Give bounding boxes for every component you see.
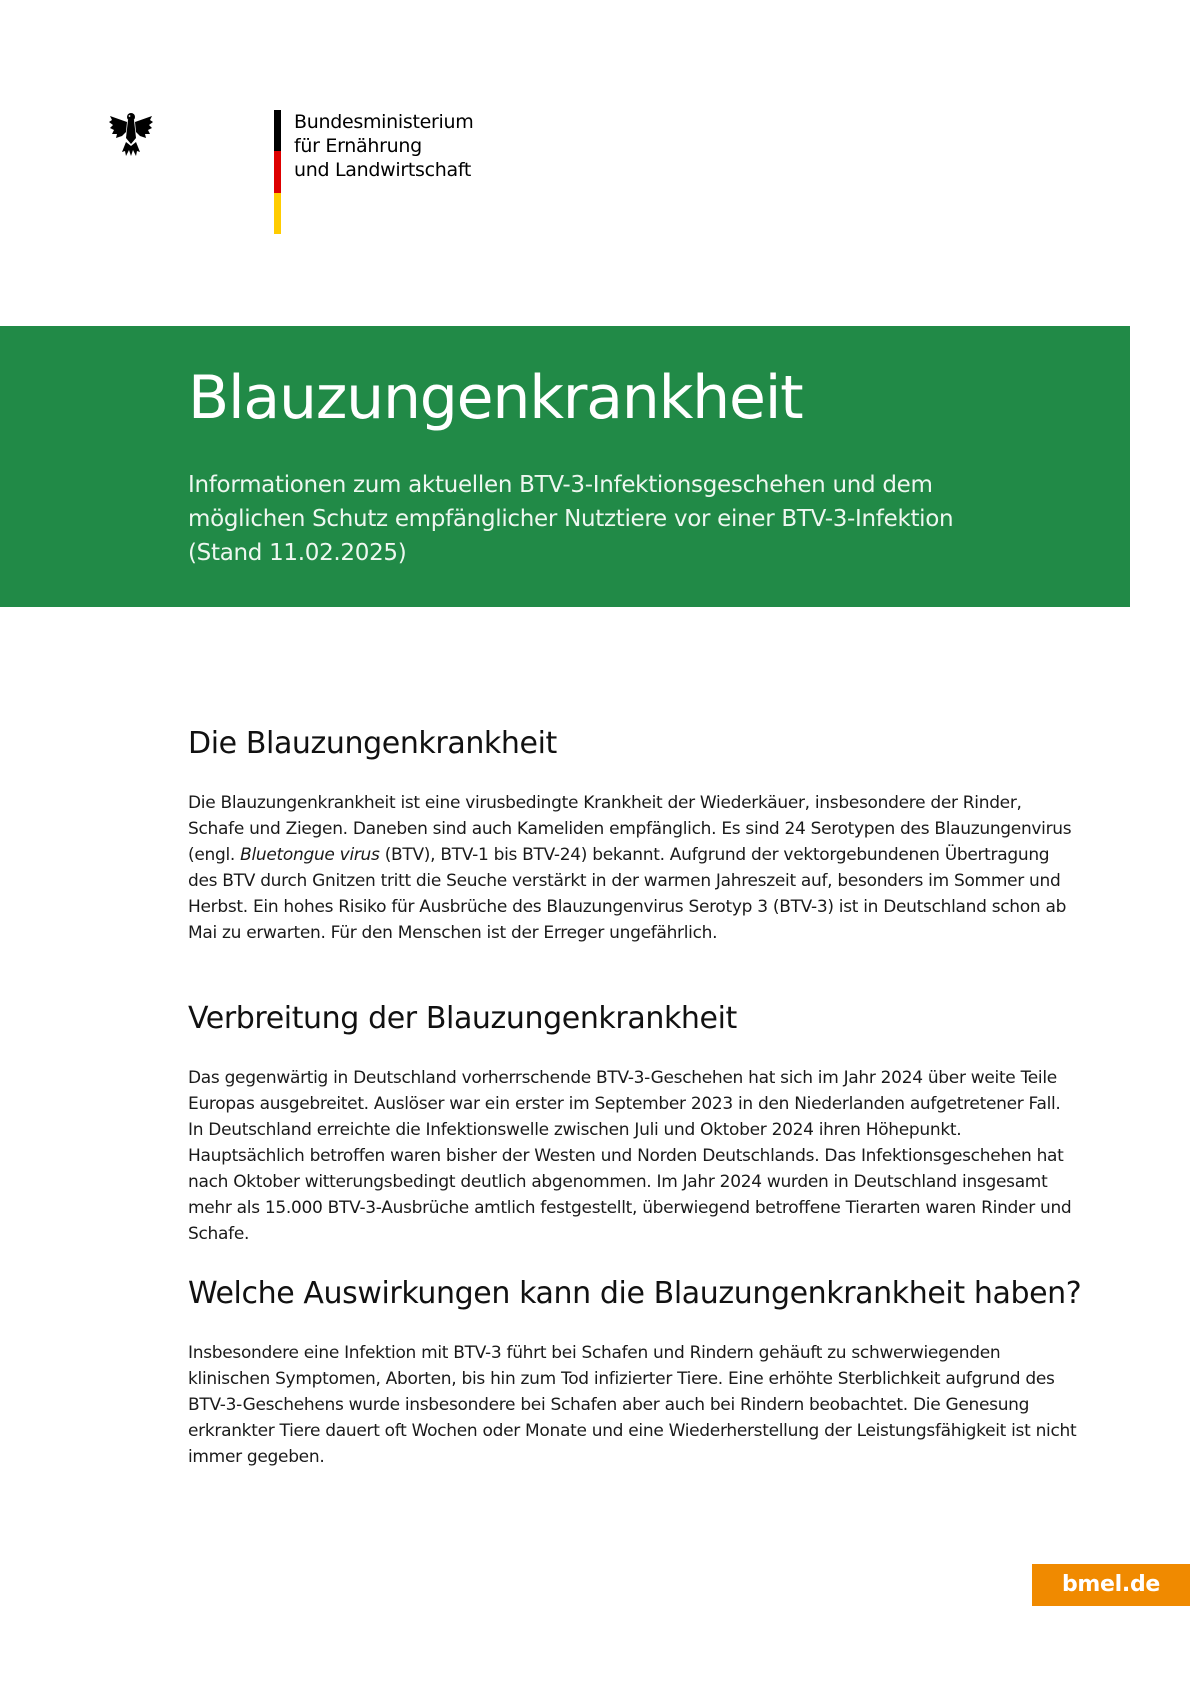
section-paragraph (188, 790, 1078, 946)
federal-eagle-icon (108, 110, 154, 158)
title-banner (0, 326, 1130, 607)
section-die-blauzungenkrankheit (188, 724, 1078, 946)
flag-stripe-red (274, 151, 281, 192)
german-flag-bar (274, 110, 281, 234)
section-heading: Verbreitung der Blauzungenkrankheit (188, 1001, 737, 1036)
page-subtitle: Informationen zum aktuellen BTV-3-Infektionsgeschehen und dem möglichen Schutz empfänglicher Nutztiere vor einer BTV-3-Infektion (Stand 11.02.2025) (188, 472, 954, 566)
flag-stripe-black (274, 110, 281, 151)
paragraph-text-start: Die Blauzungenkrankheit ist eine virusbedingte Krankheit der Wiederkäuer, insbesondere der Rinder, Schafe und Ziegen. Daneben sind auch Kameliden empfänglich. Es sind 24 Serotypen des Blauzungenvirus (engl. (188, 793, 1072, 865)
ministry-name (294, 110, 473, 182)
section-paragraph: Das gegenwärtig in Deutschland vorherrschende BTV-3-Geschehen hat sich im Jahr 2024 über weite Teile Europas ausgebreitet. Auslöser war ein erster im September 2023 in den Niederlanden aufgetretener Fall. In Deutschland erreichte die Infektionswelle zwischen Juli und Oktober 2024 ihren Höhepunkt. Hauptsächlich betroffen waren bisher der Westen und Norden Deutschlands. Das Infektionsgeschehen hat nach Oktober witterungsbedingt deutlich abgenommen. Im Jahr 2024 wurden in Deutschland insgesamt mehr als 15.000 BTV-3-Ausbrüche amtlich festgestellt, überwiegend betroffene Tierarten waren Rinder und Schafe. (188, 1068, 1072, 1244)
flag-stripe-gold (274, 193, 281, 234)
section-paragraph: Insbesondere eine Infektion mit BTV-3 führt bei Schafen und Rindern gehäuft zu schwerwiegenden klinischen Symptomen, Aborten, bis hin zum Tod infizierter Tiere. Eine erhöhte Sterblichkeit aufgrund des BTV-3-Geschehens wurde insbesondere bei Schafen aber auch bei Rindern beobachtet. Die Genesung erkrankter Tiere dauert oft Wochen oder Monate und eine Wiederherstellung der Leistungsfähigkeit ist nicht immer gegeben. (188, 1343, 1077, 1467)
bmel-website-badge[interactable]: bmel.de (1032, 1564, 1190, 1606)
section-auswirkungen (188, 1274, 1082, 1470)
paragraph-text-end: (BTV), BTV-1 bis BTV-24) bekannt. Aufgrund der vektorgebundenen Übertragung des BTV durch Gnitzen tritt die Seuche verstärkt in der warmen Jahreszeit auf, besonders im Sommer und Herbst. Ein hohes Risiko für Ausbrüche des Blauzungenvirus Serotyp 3 (BTV-3) ist in Deutschland schon ab Mai zu erwarten. Für den Menschen ist der Erreger ungefährlich. (188, 845, 1067, 943)
page-title: Blauzungenkrankheit (188, 363, 803, 433)
ministry-line-3: und Landwirtschaft (294, 159, 472, 181)
section-heading: Welche Auswirkungen kann die Blauzungenkrankheit haben? (188, 1276, 1082, 1311)
section-heading: Die Blauzungenkrankheit (188, 726, 557, 761)
ministry-logo (108, 110, 474, 234)
paragraph-italic-term: Bluetongue virus (240, 845, 380, 865)
ministry-line-1: Bundesministerium (294, 111, 474, 133)
ministry-line-2: für Ernährung (294, 135, 422, 157)
section-verbreitung (188, 999, 1078, 1247)
